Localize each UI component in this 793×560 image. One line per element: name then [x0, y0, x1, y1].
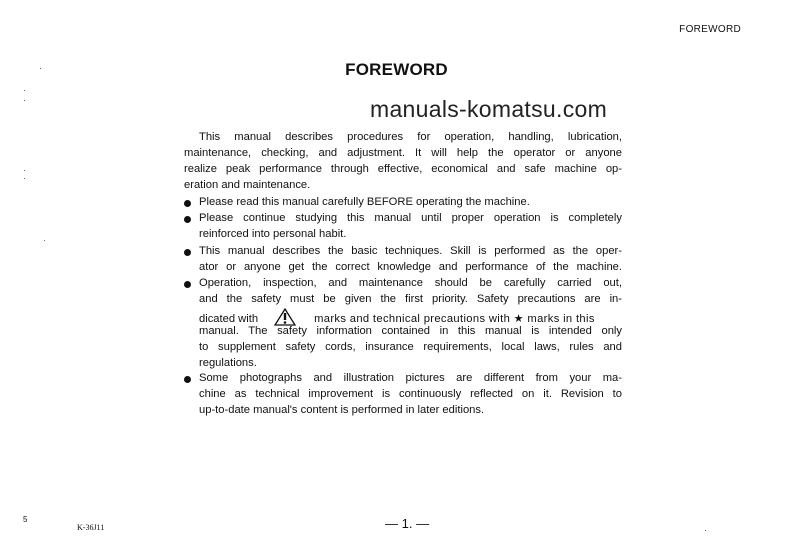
page-number: — 1. —	[385, 516, 430, 531]
text-line: Please continue studying this manual until proper operation is completely	[199, 212, 622, 224]
bullet-icon	[184, 216, 191, 223]
scan-speck	[24, 100, 25, 101]
scan-speck	[44, 240, 45, 241]
text-line: This manual describes the basic techniques. Skill is performed as the oper-	[199, 245, 622, 257]
text-line: and the safety must be given the first priority. Safety precautions are in-	[199, 293, 622, 305]
text-line: Some photographs and illustration pictures are different from your ma-	[199, 372, 622, 384]
text-line: ator or anyone get the correct knowledge and performance of the machine.	[199, 261, 622, 273]
text-line: eration and maintenance.	[184, 179, 311, 191]
text-line: Please read this manual carefully BEFORE operating the machine.	[199, 196, 530, 208]
document-code: K-36J11	[77, 523, 105, 532]
page-title: FOREWORD	[345, 60, 448, 79]
bullet-icon	[184, 200, 191, 207]
scan-speck	[24, 90, 25, 91]
scan-speck	[24, 178, 25, 179]
bullet-icon	[184, 281, 191, 288]
text-line: chine as technical improvement is continuously reflected on it. Revision to	[199, 388, 622, 400]
scan-speck	[24, 170, 25, 171]
running-header: FOREWORD	[679, 24, 741, 35]
scan-speck	[40, 68, 41, 69]
text-line: manual. The safety information contained in this manual is intended only	[199, 325, 622, 337]
text-line: This manual describes procedures for operation, handling, lubrication,	[199, 131, 622, 143]
text-line: Operation, inspection, and maintenance should be carefully carried out,	[199, 277, 622, 289]
text-line: to supplement safety cords, insurance requirements, local laws, rules and	[199, 341, 622, 353]
text-fragment: marks and technical precautions with ★ marks in this	[314, 313, 595, 325]
bullet-icon	[184, 249, 191, 256]
watermark: manuals-komatsu.com	[370, 96, 608, 122]
text-line: realize peak performance through effective, economical and safe machine op-	[184, 163, 622, 175]
text-line: reinforced into personal habit.	[199, 228, 347, 240]
text-line: up-to-date manual's content is performed in later editions.	[199, 404, 485, 416]
bullet-icon	[184, 376, 191, 383]
text-line: maintenance, checking, and adjustment. It will help the operator or anyone	[184, 147, 622, 159]
text-line: regulations.	[199, 357, 257, 369]
margin-mark: 5	[23, 515, 28, 524]
text-fragment: dicated with	[199, 313, 259, 325]
scan-speck	[705, 530, 706, 531]
